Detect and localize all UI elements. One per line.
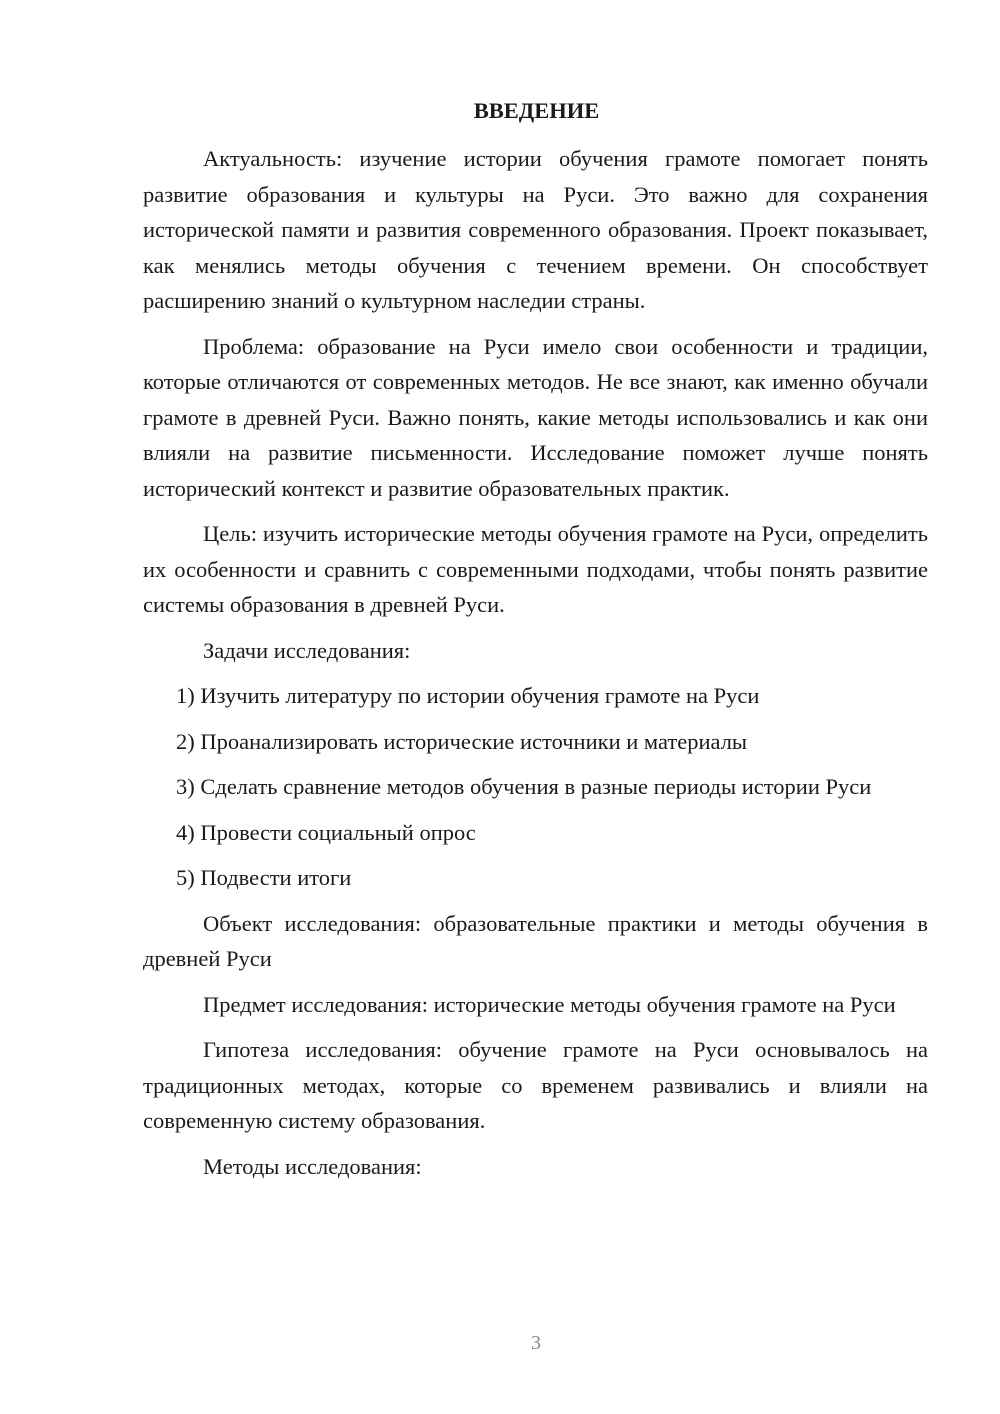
page-number: 3 bbox=[531, 1332, 541, 1354]
problem-paragraph: Проблема: образование на Руси имело свои особенности и традиции, которые отличаются от современных методов. Не все знают, как именно обучали грамоте в древней Руси. Важно понять, какие методы использовались и как они влияли на развитие письменности. Исследование поможет лучше понять исторический контекст и развитие образовательных практик. bbox=[143, 333, 928, 501]
task-item-4: 4) Провести социальный опрос bbox=[176, 819, 476, 845]
document-body bbox=[143, 93, 928, 1194]
section-heading: ВВЕДЕНИЕ bbox=[473, 98, 600, 123]
methods-heading: Методы исследования: bbox=[203, 1153, 422, 1179]
subject-paragraph: Предмет исследования: исторические методы обучения грамоте на Руси bbox=[203, 991, 896, 1017]
task-item-1: 1) Изучить литературу по истории обучения грамоте на Руси bbox=[176, 683, 760, 708]
object-paragraph: Объект исследования: образовательные практики и методы обучения в древней Руси bbox=[143, 910, 928, 971]
task-item-3: 3) Сделать сравнение методов обучения в разные периоды истории Руси bbox=[176, 774, 872, 799]
task-item-2: 2) Проанализировать исторические источники и материалы bbox=[176, 728, 748, 754]
hypothesis-paragraph: Гипотеза исследования: обучение грамоте на Руси основывалось на традиционных методах, которые со временем развивались и влияли на современную систему образования. bbox=[143, 1037, 928, 1133]
relevance-paragraph: Актуальность: изучение истории обучения грамоте помогает понять развитие образования и культуры на Руси. Это важно для сохранения исторической памяти и развития современного образования. Проект показывает, как менялись методы обучения с течением времени. Он способствует расширению знаний о культурном наследии страны. bbox=[143, 146, 928, 313]
goal-paragraph: Цель: изучить исторические методы обучения грамоте на Руси, определить их особенности и сравнить с современными подходами, чтобы понять развитие системы образования в древней Руси. bbox=[143, 521, 928, 617]
tasks-heading: Задачи исследования: bbox=[203, 637, 411, 663]
task-item-5: 5) Подвести итоги bbox=[176, 865, 352, 890]
